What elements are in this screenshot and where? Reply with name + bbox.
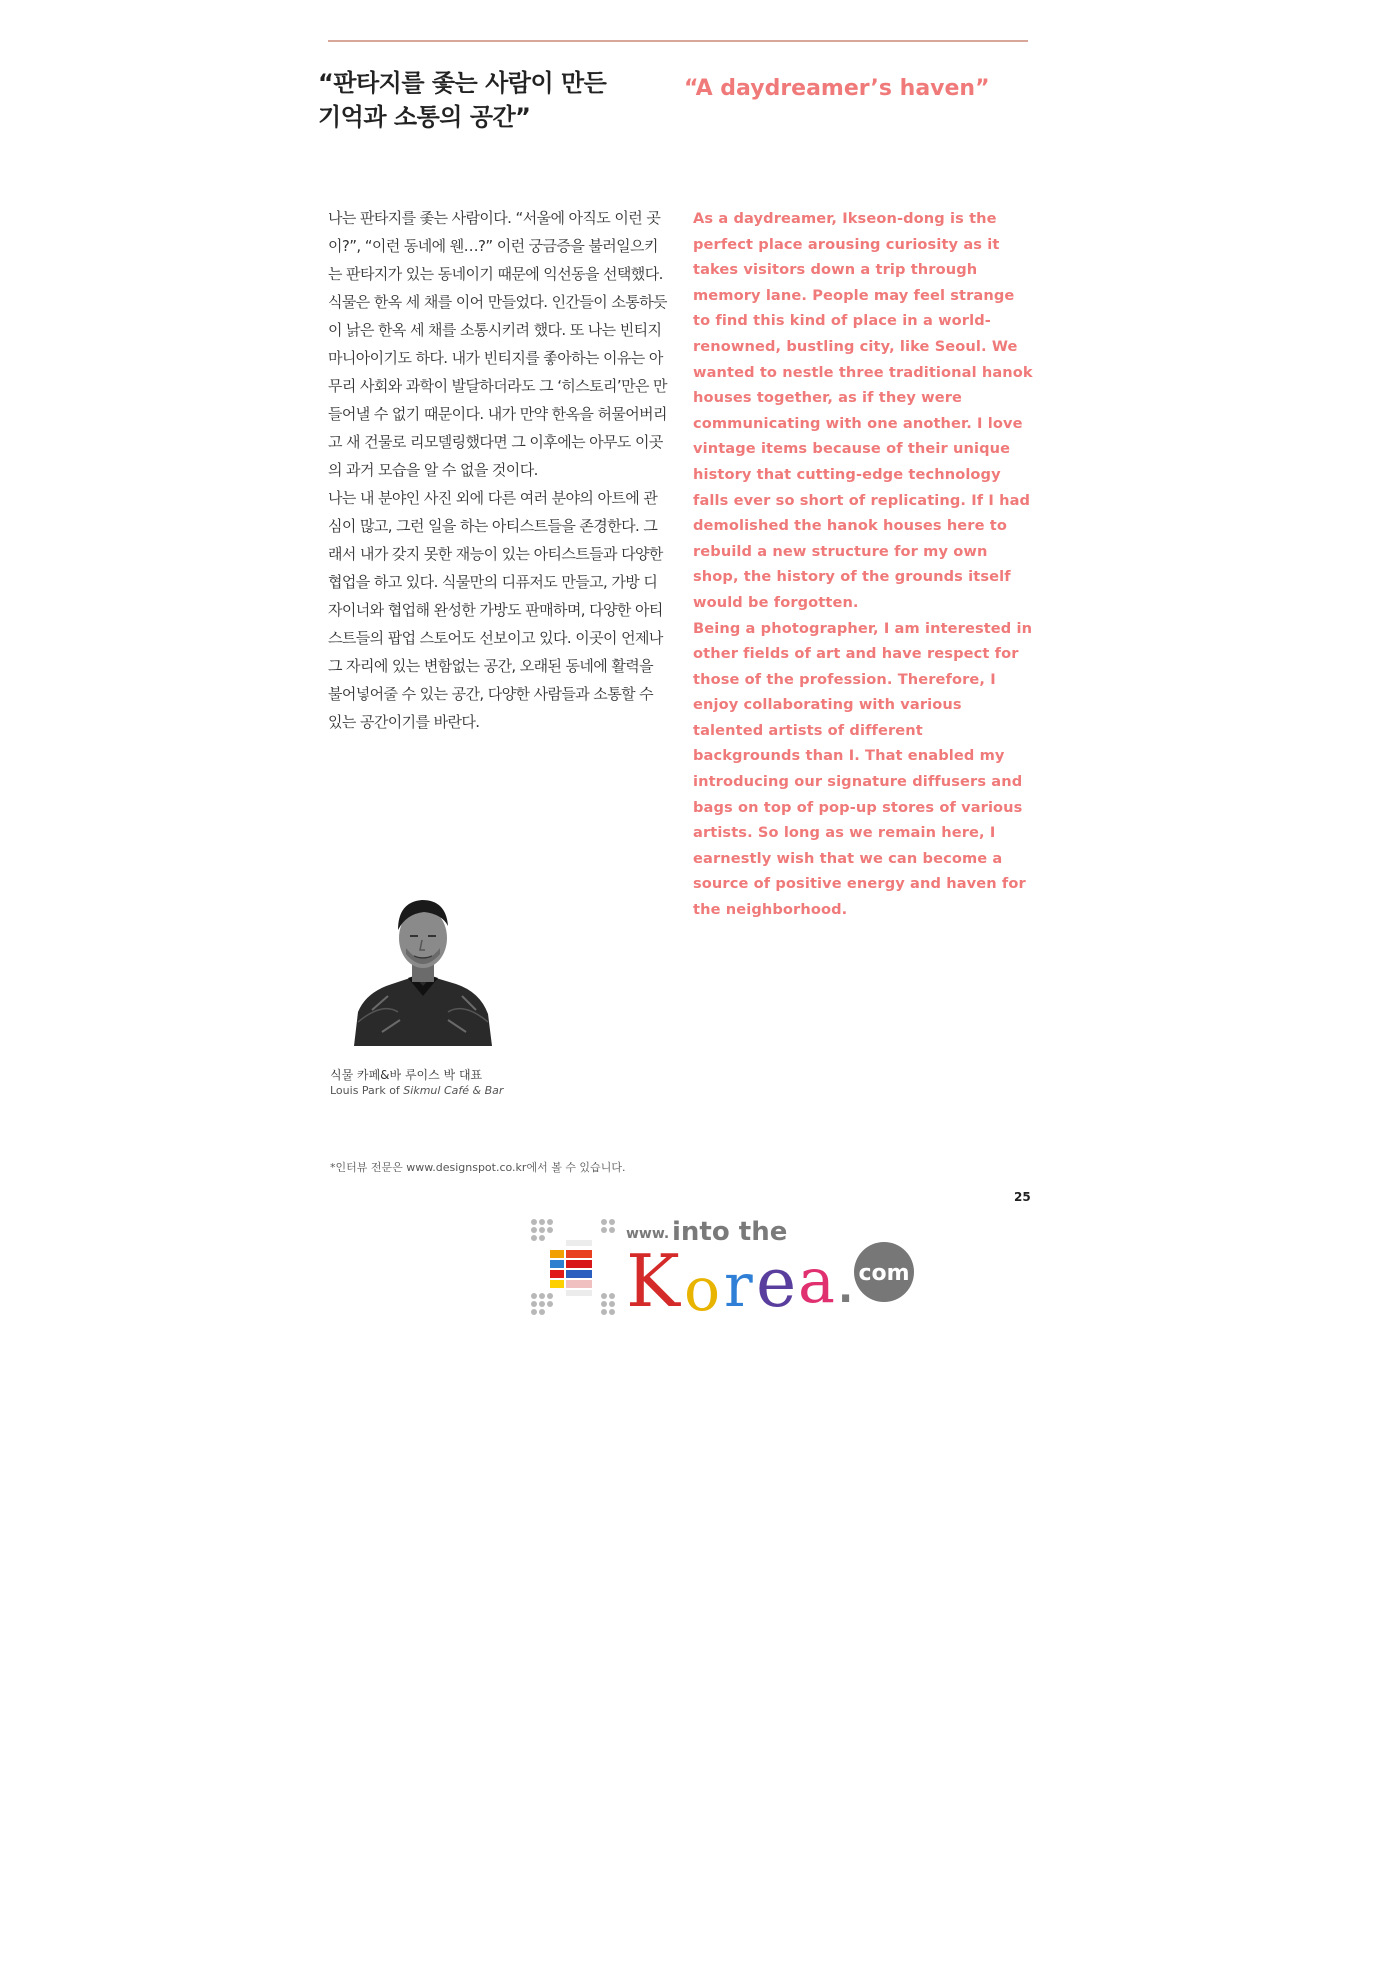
logo-com: com: [858, 1261, 910, 1286]
logo-dot: .: [838, 1266, 854, 1312]
page-number: 25: [1014, 1190, 1031, 1204]
caption-english-prefix: Louis Park of: [330, 1084, 404, 1097]
caption-korean: 식물 카페&바 루이스 박 대표: [330, 1068, 483, 1082]
logo-letter-r: r: [724, 1251, 753, 1320]
title-korean: “판타지를 좇는 사람이 만든 기억과 소통의 공간”: [318, 69, 607, 131]
top-rule: [328, 40, 1028, 42]
site-logo: [528, 1210, 916, 1320]
logo-letter-a: a: [798, 1244, 835, 1317]
body-korean-paragraph-1: 나는 판타지를 좇는 사람이다. “서울에 아직도 이런 곳이?”, “이런 동네에 웬…?” 이런 궁금증을 불러일으키는 판타지가 있는 동네이기 때문에 익선동을 선택했다. 식물은 한옥 세 채를 이어 만들었다. 인간들이 소통하듯이 낡은 한옥 세 채를 소통시키려 했다. 또 나는 빈티지 마니아이기도 하다. 내가 빈티지를 좋아하는 이유는 아무리 사회와 과학이 발달하더라도 그 ‘히스토리’만은 만들어낼 수 없기 때문이다. 내가 만약 한옥을 허물어버리고 새 건물로 리모델링했다면 그 이후에는 아무도 이곳의 과거 모습을 알 수 없을 것이다.: [328, 209, 667, 479]
body-korean: [328, 204, 668, 736]
caption-english-venue: Sikmul Café & Bar: [403, 1084, 504, 1097]
footnote: *인터뷰 전문은 www.designspot.co.kr에서 볼 수 있습니다.: [330, 1161, 626, 1174]
title-english: “A daydreamer’s haven”: [684, 76, 990, 101]
logo-letter-k: K: [626, 1239, 680, 1320]
logo-graphic: [528, 1210, 916, 1320]
body-english: [693, 206, 1033, 923]
caption-english: [330, 1084, 503, 1097]
logo-into-the: into the: [672, 1217, 788, 1247]
portrait-photo: [352, 892, 494, 1046]
logo-color-bars-icon: [550, 1240, 592, 1296]
portrait-illustration: [352, 892, 494, 1046]
logo-letter-o: o: [684, 1255, 721, 1320]
body-korean-paragraph-2: 나는 내 분야인 사진 외에 다른 여러 분야의 아트에 관심이 많고, 그런 일을 하는 아티스트들을 존경한다. 그래서 내가 갖지 못한 재능이 있는 아티스트들과 다양한 협업을 하고 있다. 식물만의 디퓨저도 만들고, 가방 디자이너와 협업해 완성한 가방도 판매하며, 다양한 아티스트들의 팝업 스토어도 선보이고 있다. 이곳이 언제나 그 자리에 있는 변함없는 공간, 오래된 동네에 활력을 불어넣어줄 수 있는 공간, 다양한 사람들과 소통할 수 있는 공간이기를 바란다.: [328, 489, 663, 731]
logo-www: www.: [626, 1226, 670, 1242]
logo-letter-e: e: [756, 1244, 797, 1320]
body-english-paragraph-2: Being a photographer, I am interested in other fields of art and have respect for those of the profession. Therefore, I enjoy collaborating with various talented artists of different backgrounds than I. That enabled my introducing our signature diffusers and bags on top of pop-up stores of various artists. So long as we remain here, I earnestly wish that we can become a source of positive energy and haven for the neighborhood.: [693, 619, 1033, 919]
body-english-paragraph-1: As a daydreamer, Ikseon-dong is the perfect place arousing curiosity as it takes visitors down a trip through memory lane. People may feel strange to find this kind of place in a world-renowned, bustling city, like Seoul. We wanted to nestle three traditional hanok houses together, as if they were communicating with one another. I love vintage items because of their unique history that cutting-edge technology falls ever so short of replicating. If I had demolished the hanok houses here to rebuild a new structure for my own shop, the history of the grounds itself would be forgotten.: [693, 210, 1033, 611]
